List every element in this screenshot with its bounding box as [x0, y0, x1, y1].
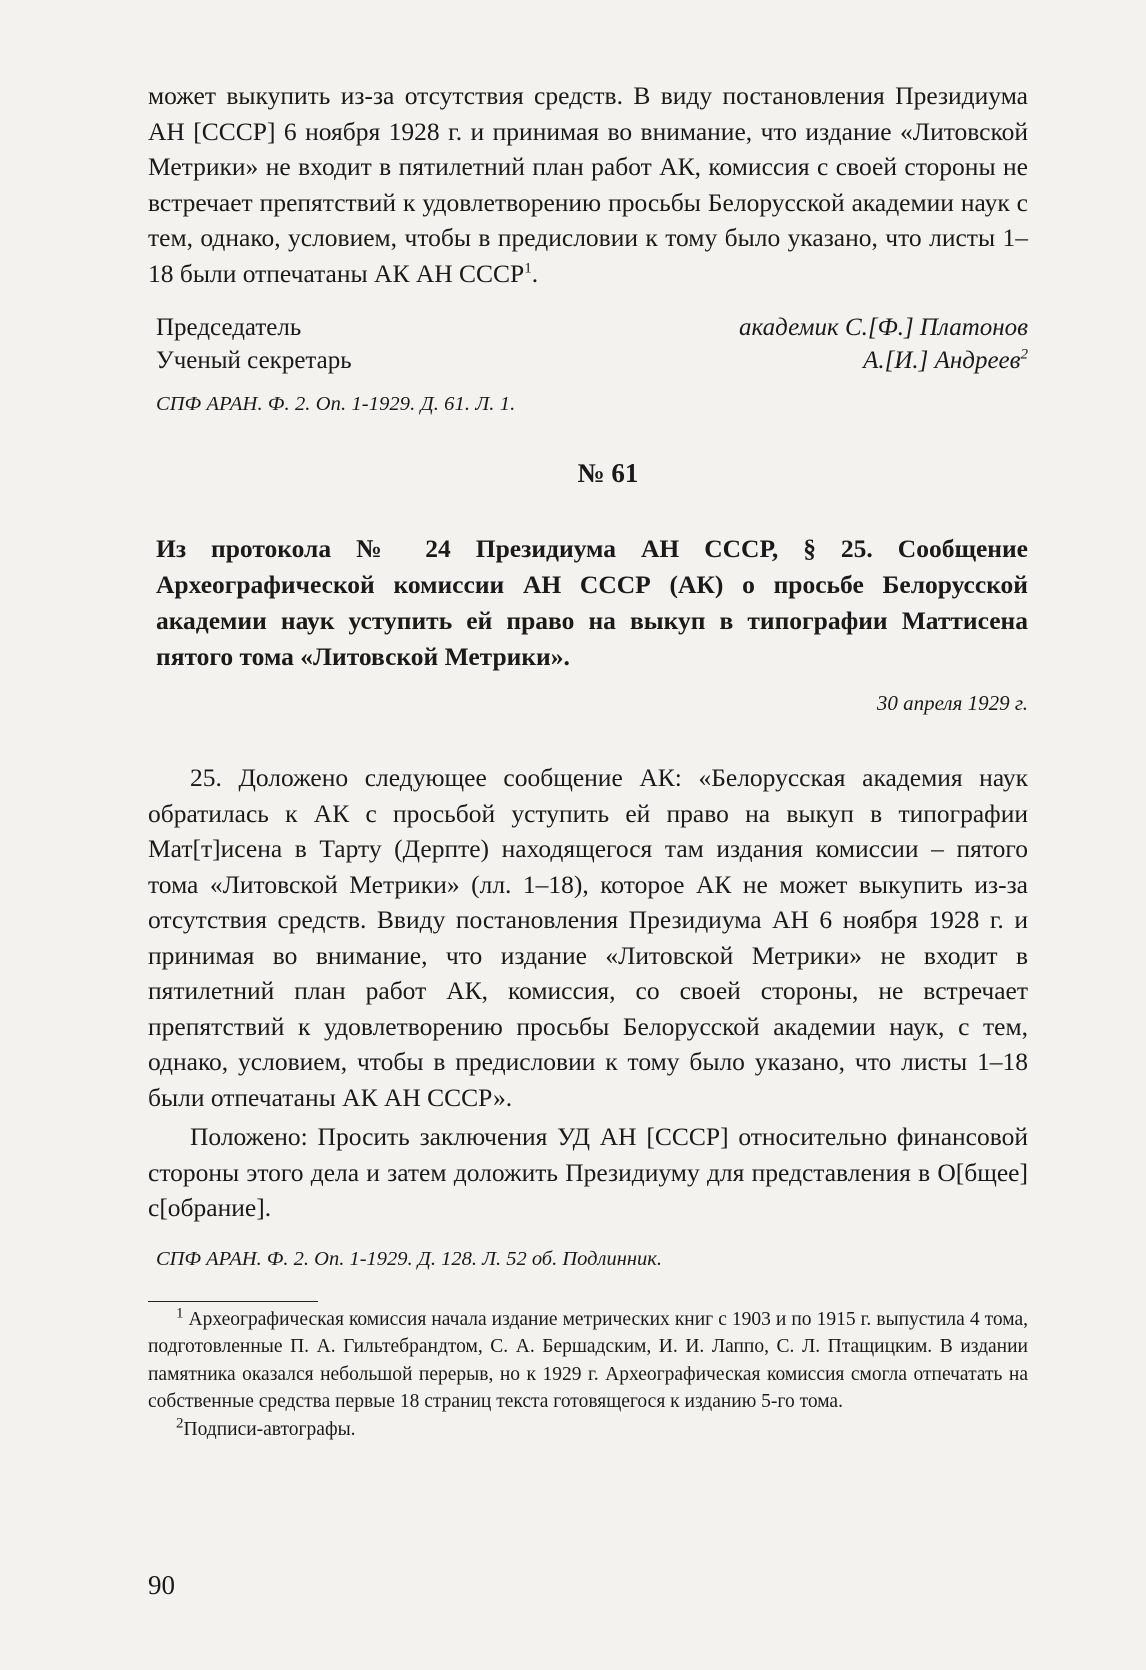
paragraph-25: 25. Доложено следующее сообщение АК: «Белорусская академия наук обратилась к АК с просьбой уступить ей право на выкуп в типографии Мат[т]исена в Тарту (Дерпте) находящегося там издания комиссии – пятого тома «Литовской Метрики» (лл. 1–18), которое АК не может выкупить из-за отсутствия средств. Ввиду постановления Президиума АН 6 ноября 1928 г. и принимая во внимание, что издание «Литовской Метрики» не входит в пятилетний план работ АК, комиссия, со своей стороны, не встречает препятствий к удовлетворению просьбы Белорусской академии наук, с тем, однако, условием, чтобы в предисловии к тому было указано, что листы 1–18 были отпечатаны АК АН СССР». [148, 763, 1028, 1112]
footnote-ref-2: 2 [1020, 346, 1028, 363]
footnote-2-text: Подписи-автографы. [183, 1418, 356, 1440]
paragraph-resolution: Положено: Просить заключения УД АН [СССР] относительно финансовой стороны этого дела и затем доложить Президиуму для представления в О[бщее] с[обрание]. [148, 1122, 1028, 1222]
signature-row-chair [148, 311, 1028, 344]
footnote-1-text: Археографическая комиссия начала издание метрических книг с 1903 и по 1915 г. выпустила 4 тома, подготовленные П. А. Гильтебрандтом, С. А. Бершадским, И. И. Лаппо, С. Л. Птащицким. В издании памятника оказался небольшой перерыв, но к 1929 г. Археографическая комиссия смогла отпечатать на собственные средства первые 18 страниц текста готовящегося к изданию 5-го тома. [148, 1308, 1028, 1412]
footnotes [148, 1306, 1028, 1444]
page-number: 90 [148, 1570, 175, 1600]
secretary-title: Ученый секретарь [156, 347, 352, 374]
footnote-2-mark: 2 [176, 1415, 184, 1431]
archive-reference-2: СПФ АРАН. Ф. 2. Оп. 1-1929. Д. 128. Л. 52 об. Подлинник. [156, 1247, 663, 1270]
page-content [148, 78, 1028, 1443]
chair-title: Председатель [156, 314, 302, 341]
footnote-1-mark: 1 [176, 1305, 184, 1321]
footnote-2 [148, 1416, 1028, 1444]
chair-name: академик С.[Ф.] Платонов [739, 314, 1028, 341]
document-date: 30 апреля 1929 г. [876, 691, 1028, 715]
secretary-signature [863, 344, 1028, 377]
footnote-divider [148, 1301, 318, 1302]
signature-block [148, 311, 1028, 377]
document-title: Из протокола № 24 Президиума АН СССР, § 25. Сообщение Археографической комиссии АН СССР (АК) о просьбе Белорусской академии наук уступить ей право на выкуп в типографии Маттисена пятого тома «Литовской Метрики». [156, 534, 1028, 671]
intro-paragraph-end: . [531, 258, 539, 288]
archive-reference-1: СПФ АРАН. Ф. 2. Оп. 1-1929. Д. 61. Л. 1. [156, 393, 516, 415]
signature-row-secretary [148, 344, 1028, 377]
secretary-name: А.[И.] Андреев [863, 347, 1021, 374]
footnote-1 [148, 1306, 1028, 1416]
footnote-ref-1: 1 [524, 260, 532, 276]
intro-paragraph [148, 78, 1028, 291]
document-number: № 61 [577, 458, 639, 488]
intro-paragraph-text: может выкупить из-за отсутствия средств. В виду постановления Президиума АН [СССР] 6 ноября 1928 г. и принимая во внимание, что издание «Литовской Метрики» не входит в пятилетний план работ АК, комиссия с своей стороны не встречает препятствий к удовлетворению просьбы Белорусской академии наук с тем, однако, условием, чтобы в предисловии к тому было указано, что листы 1–18 были отпечатаны АК АН СССР [148, 81, 1028, 288]
